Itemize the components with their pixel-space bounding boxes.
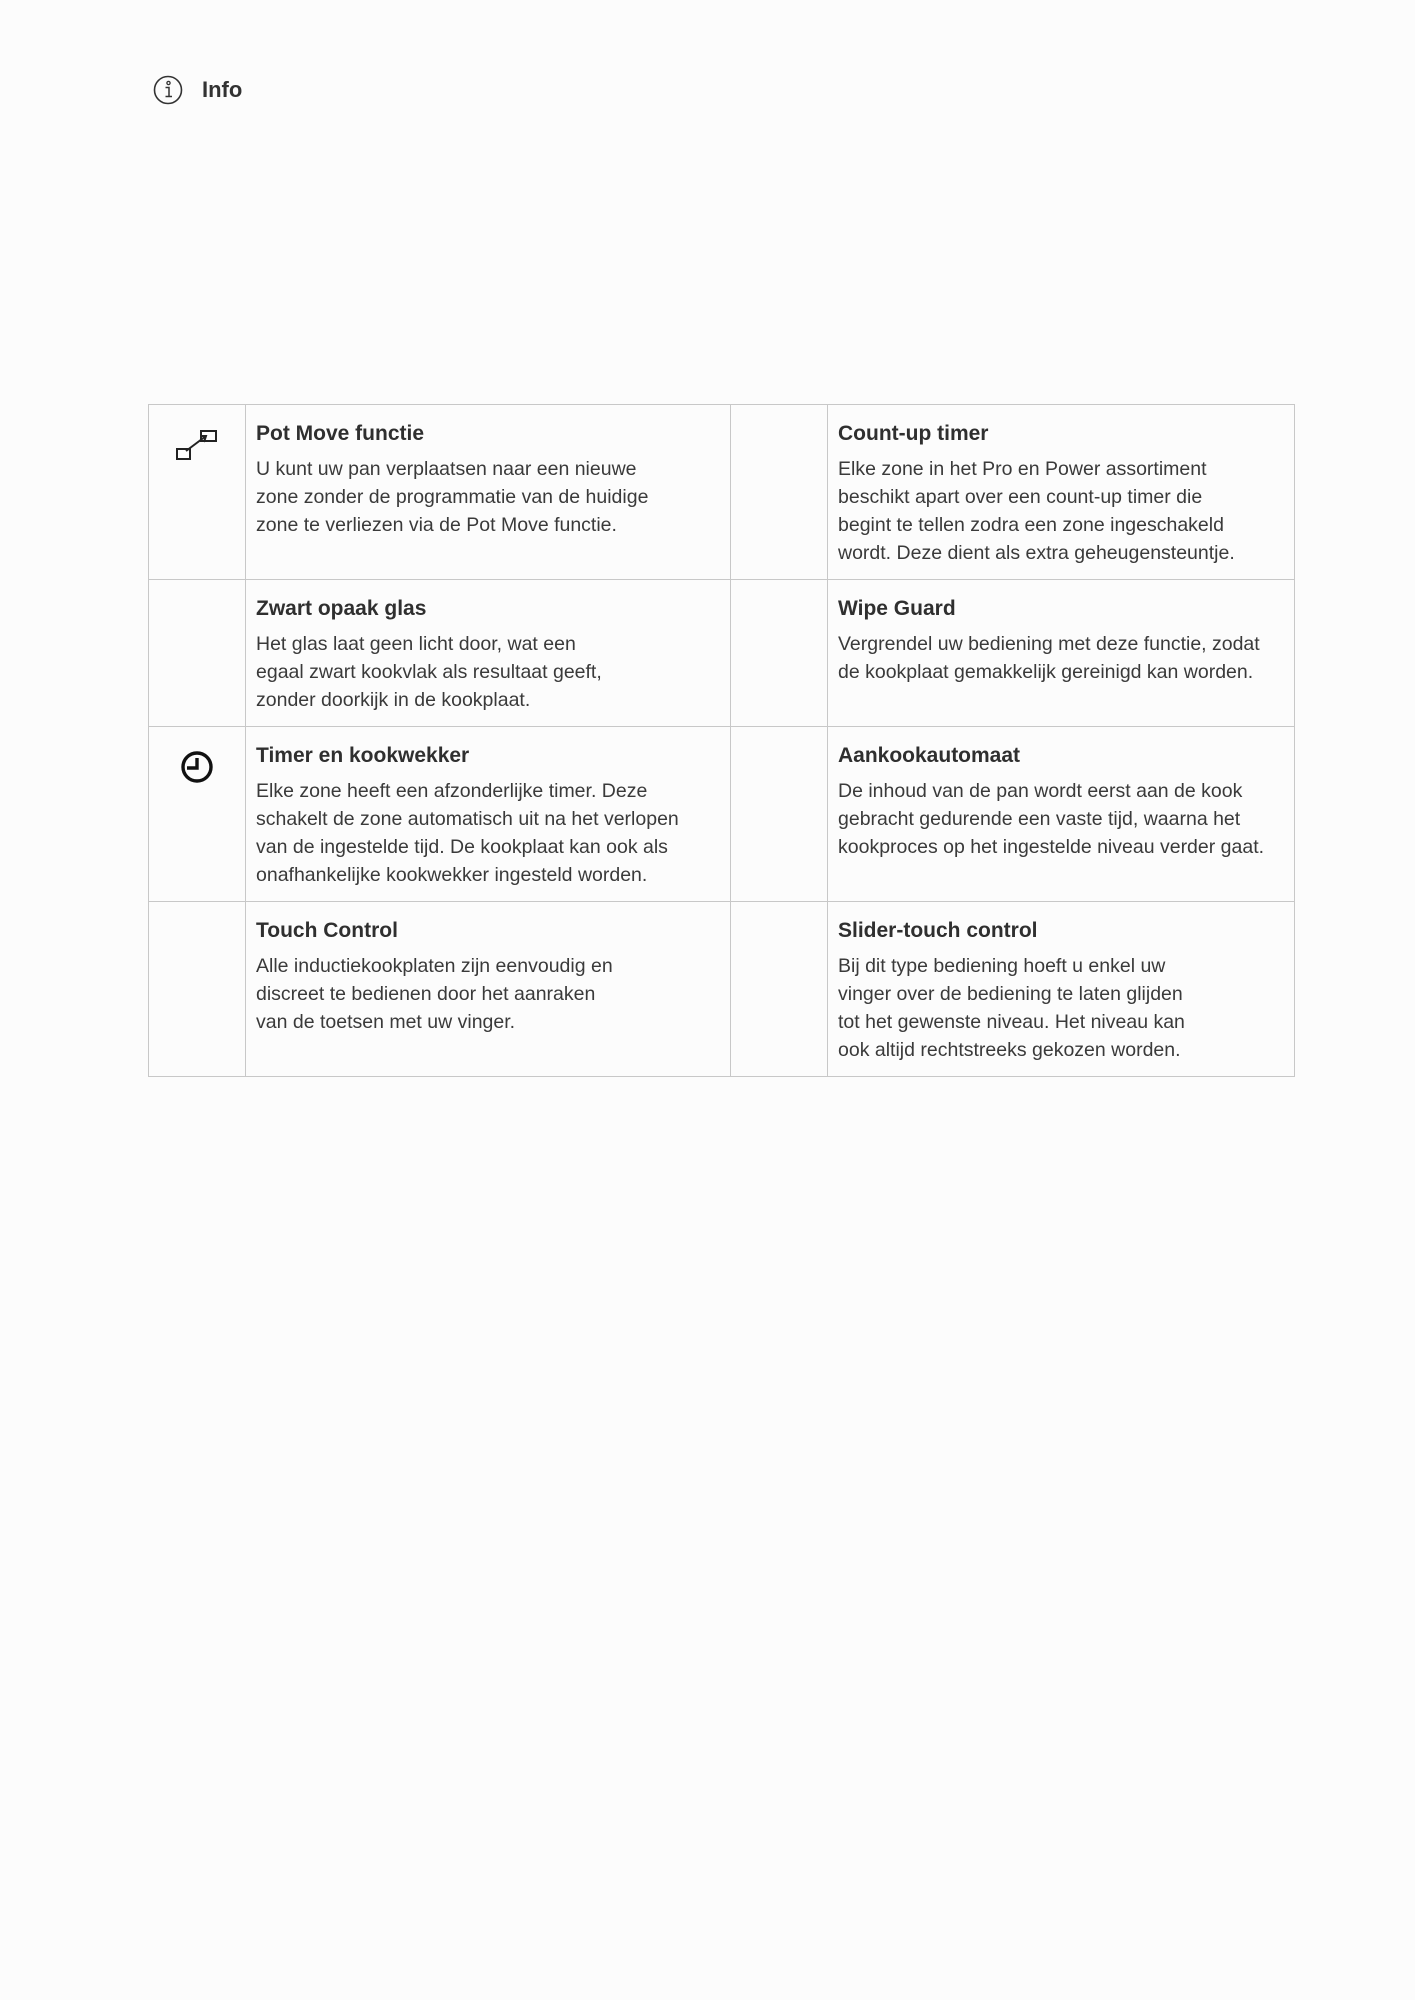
feature-cell (246, 902, 731, 1077)
timer-icon (179, 749, 215, 785)
feature-description: U kunt uw pan verplaatsen naar een nieuwe zone zonder de programmatie van de huidige zone te verliezen via de Pot Move functie. (256, 458, 649, 537)
table-row (149, 902, 1295, 1077)
feature-cell (828, 727, 1295, 902)
feature-description: Elke zone heeft een afzonderlijke timer. Deze schakelt de zone automatisch uit na het verlopen van de ingestelde tijd. De kookplaat kan ook als onafhankelijke kookwekker ingesteld worden. (256, 780, 679, 887)
icon-cell (149, 405, 246, 580)
icon-cell (149, 580, 246, 727)
icon-cell (149, 727, 246, 902)
feature-title: Slider-touch control (838, 919, 1038, 942)
feature-description: Elke zone in het Pro en Power assortiment beschikt apart over een count-up timer die begint te tellen zodra een zone ingeschakeld wordt. Deze dient als extra geheugensteuntje. (838, 458, 1235, 565)
feature-title: Count-up timer (838, 422, 989, 445)
icon-cell (149, 902, 246, 1077)
feature-description: De inhoud van de pan wordt eerst aan de kook gebracht gedurende een vaste tijd, waarna het kookproces op het ingestelde niveau verder gaat. (838, 780, 1265, 859)
feature-description: Bij dit type bediening hoeft u enkel uw vinger over de bediening te laten glijden tot het gewenste niveau. Het niveau kan ook altijd rechtstreeks gekozen worden. (838, 955, 1185, 1062)
feature-title: Wipe Guard (838, 597, 956, 620)
feature-cell (828, 580, 1295, 727)
features-table (148, 404, 1295, 1077)
feature-title: Zwart opaak glas (256, 597, 427, 620)
feature-cell (246, 405, 731, 580)
feature-title: Pot Move functie (256, 422, 425, 445)
icon-cell (731, 405, 828, 580)
feature-title: Touch Control (256, 919, 398, 942)
table-row (149, 727, 1295, 902)
feature-cell (246, 580, 731, 727)
feature-description: Het glas laat geen licht door, wat een egaal zwart kookvlak als resultaat geeft, zonder doorkijk in de kookplaat. (256, 633, 602, 712)
page-header (152, 74, 242, 106)
feature-title: Timer en kookwekker (256, 744, 470, 767)
info-icon (152, 74, 184, 106)
feature-cell (246, 727, 731, 902)
feature-cell (828, 902, 1295, 1077)
icon-cell (731, 902, 828, 1077)
feature-cell (828, 405, 1295, 580)
feature-description: Alle inductiekookplaten zijn eenvoudig en discreet te bedienen door het aanraken van de toetsen met uw vinger. (256, 955, 613, 1034)
pot-move-icon (175, 427, 219, 467)
icon-cell (731, 580, 828, 727)
table-row (149, 580, 1295, 727)
feature-title: Aankookautomaat (838, 744, 1021, 767)
page-section-title: Info (202, 77, 243, 102)
feature-description: Vergrendel uw bediening met deze functie, zodat de kookplaat gemakkelijk gereinigd kan worden. (838, 633, 1260, 684)
icon-cell (731, 727, 828, 902)
table-row (149, 405, 1295, 580)
